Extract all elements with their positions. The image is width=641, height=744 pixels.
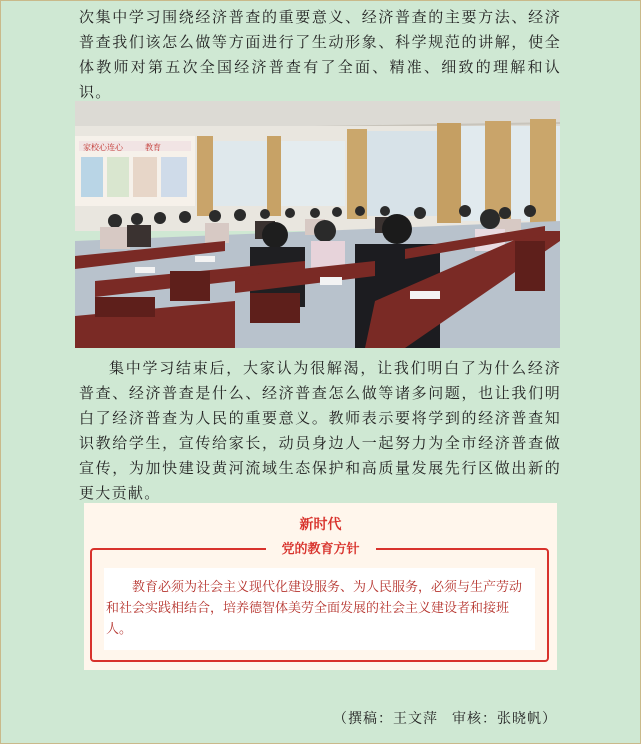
education-policy-card	[84, 503, 557, 670]
byline-author: 撰稿：王文萍	[348, 711, 438, 727]
policy-body-text: 教育必须为社会主义现代化建设服务、为人民服务，必须与生产劳动和社会实践相结合，培养德智体美劳全面发展的社会主义建设者和接班人。	[106, 580, 523, 637]
byline-close-paren: ）	[542, 711, 557, 727]
banner-right-text: 教育	[145, 143, 161, 152]
byline-open-paren: （	[333, 711, 348, 727]
meeting-photo	[75, 101, 560, 348]
policy-title-line-2: 党的教育方针	[281, 542, 360, 557]
article-paragraph-2: 集中学习结束后，大家认为很解渴，让我们明白了为什么经济普查、经济普查是什么、经济普查怎么做等诸多问题，也让我们明白了经济普查为人民的重要意义。教师表示要将学到的经济普查知识教给学生，宣传给家长，动员身边人一起努力为全市经济普查做宣传，为加快建设黄河流域生态保护和高质量发展先行区做出新的更大贡献。	[79, 359, 561, 502]
byline-reviewer: 审核：张晓帆	[452, 711, 542, 727]
article-paragraph-1: 次集中学习围绕经济普查的重要意义、经济普查的主要方法、经济普查我们该怎么做等方面进行了生动形象、科学规范的讲解，使全体教师对第五次全国经济普查有了全面、精准、细致的理解和认识。	[79, 8, 561, 101]
byline	[333, 708, 557, 728]
policy-title-line-1: 新时代	[299, 517, 342, 533]
banner-left-text: 家校心连心	[83, 143, 123, 152]
